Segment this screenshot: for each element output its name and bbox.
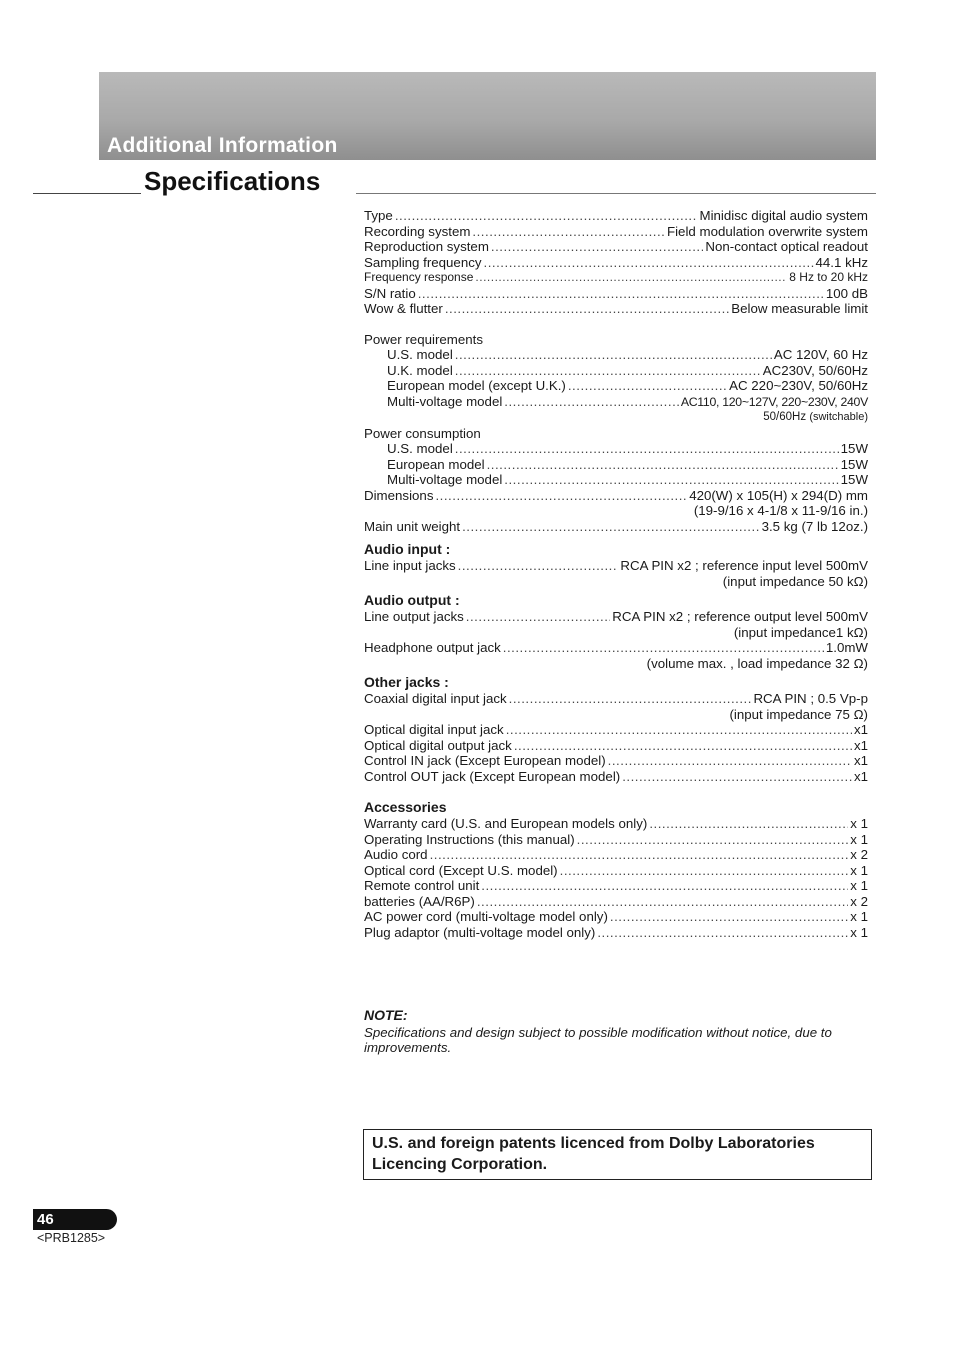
spec-label: Line output jacks (364, 609, 464, 624)
spec-value: AC110, 120~127V, 220~230V, 240V (680, 394, 868, 409)
dot-leader (455, 347, 772, 363)
spec-value: 3.5 kg (7 lb 12oz.) (761, 518, 868, 534)
spec-label: Line input jacks (364, 558, 456, 573)
dot-leader (395, 208, 698, 224)
dot-leader (514, 738, 852, 754)
audio-output-section (364, 592, 868, 671)
dot-leader (504, 394, 679, 410)
spec-label: U.K. model (387, 362, 453, 378)
spec-label: Dimensions (364, 487, 434, 503)
dimensions-inches: (19-9/16 x 4-1/8 x 11-9/16 in.) (693, 503, 868, 518)
power-specs (364, 332, 868, 535)
dot-leader (484, 255, 814, 271)
spec-value: 8 Hz to 20 kHz (789, 270, 868, 284)
audio-input-heading: Audio input : (364, 541, 451, 557)
jack-row (364, 722, 868, 738)
spec-value: x 1 (850, 831, 868, 847)
note-text: Specifications and design subject to possible modification without notice, due to improvements. (364, 1025, 832, 1055)
dot-leader (466, 609, 610, 625)
dot-leader (568, 378, 727, 394)
spec-row-frequency-response (364, 270, 868, 286)
spec-value: RCA PIN x2 ; reference input level 500mV (620, 558, 868, 573)
dot-leader (577, 832, 849, 848)
spec-value: RCA PIN ; 0.5 Vp-p (753, 691, 868, 706)
power-consumption-title: Power consumption (364, 425, 481, 441)
spec-row-reproduction-system (364, 239, 868, 255)
spec-value: x1 (853, 768, 868, 784)
spec-label: Optical digital input jack (364, 722, 504, 737)
dot-leader (487, 457, 839, 473)
dot-leader (491, 239, 703, 255)
spec-value: x 2 (850, 893, 868, 909)
spec-label: European model (387, 456, 485, 472)
spec-value: 100 dB (825, 285, 868, 301)
multi-voltage-continuation (364, 410, 868, 426)
spec-value: x1 (853, 722, 868, 737)
spacer (364, 317, 868, 332)
accessory-row (364, 909, 868, 925)
spec-label: Plug adaptor (multi-voltage model only) (364, 924, 596, 940)
page-number: 46 (37, 1211, 54, 1228)
dot-leader (445, 301, 729, 317)
spec-label: batteries (AA/R6P) (364, 893, 475, 909)
spec-label: Wow & flutter (364, 301, 443, 316)
line-input-impedance: (input impedance 50 kΩ) (722, 573, 868, 589)
spec-label: Coaxial digital input jack (364, 691, 507, 706)
spec-value: Below measurable limit (731, 301, 868, 316)
jack-row (364, 738, 868, 754)
spec-value: Field modulation overwrite system (666, 223, 868, 239)
power-consumption-row (364, 472, 868, 488)
spec-label: Recording system (364, 223, 471, 239)
spec-value: 44.1 kHz (815, 254, 868, 270)
spec-label: U.S. model (387, 441, 453, 456)
dot-leader (455, 363, 761, 379)
title-rule-left (33, 193, 141, 194)
spacer (364, 784, 868, 799)
spec-label: U.S. model (387, 347, 453, 362)
dot-leader (509, 691, 752, 707)
spec-label: Control IN jack (Except European model) (364, 753, 606, 768)
spec-value: 15W (840, 456, 868, 472)
spec-value: x 1 (850, 816, 868, 831)
spec-label: Multi-voltage model (387, 393, 503, 409)
spec-row-headphone-output (364, 640, 868, 656)
spec-label: Operating Instructions (this manual) (364, 831, 575, 847)
dot-leader (504, 472, 838, 488)
document-code: <PRB1285> (37, 1231, 106, 1245)
power-req-row (364, 378, 868, 394)
spec-label: AC power cord (multi-voltage model only) (364, 909, 608, 924)
spec-label: Type (364, 208, 393, 223)
accessory-row (364, 878, 868, 894)
dot-leader (477, 894, 848, 910)
spec-label: Sampling frequency (364, 254, 482, 270)
specifications-list (364, 208, 868, 940)
note-block (364, 1008, 880, 1055)
spec-value: 15W (840, 441, 868, 456)
power-consumption-row (364, 441, 868, 457)
jack-row (364, 753, 868, 769)
spec-label: Remote control unit (364, 878, 480, 893)
spec-value: 420(W) x 105(H) x 294(D) mm (689, 487, 868, 503)
dot-leader (608, 753, 852, 769)
other-jacks-heading: Other jacks : (364, 674, 449, 690)
accessory-row (364, 894, 868, 910)
dot-leader (462, 519, 759, 535)
spec-value: x 1 (850, 878, 868, 893)
dot-leader (649, 816, 848, 832)
spec-row-sn-ratio (364, 286, 868, 302)
section-banner-title: Additional Information (107, 134, 338, 157)
dot-leader (506, 722, 852, 738)
dot-leader (435, 488, 687, 504)
accessories-heading: Accessories (364, 799, 447, 815)
dot-leader (418, 286, 824, 302)
dot-leader (503, 640, 824, 656)
spec-value: AC230V, 50/60Hz (762, 362, 868, 378)
dot-leader (597, 925, 848, 941)
title-rule-right (356, 193, 876, 194)
audio-input-section (364, 541, 868, 589)
spec-label: Main unit weight (364, 518, 461, 534)
power-req-row (364, 394, 868, 411)
spec-value: x 1 (850, 909, 868, 924)
spec-value: RCA PIN x2 ; reference output level 500mV (612, 609, 868, 624)
spec-label: European model (except U.K.) (387, 378, 566, 393)
dot-leader (458, 558, 619, 574)
dot-leader (481, 878, 848, 894)
section-banner (99, 72, 876, 160)
dot-leader (475, 270, 787, 286)
accessory-row (364, 863, 868, 879)
jack-row (364, 769, 868, 785)
spec-value: 15W (840, 472, 868, 487)
spec-label: Headphone output jack (364, 640, 501, 655)
spec-value: Non-contact optical readout (705, 239, 868, 254)
accessories-section (364, 799, 868, 940)
dolby-patent-notice: U.S. and foreign patents licenced from Dolby Laboratories Licencing Corporation. (363, 1129, 872, 1180)
accessory-row (364, 832, 868, 848)
spec-row-dimensions (364, 488, 868, 504)
other-jacks-section (364, 674, 868, 784)
accessory-row (364, 847, 868, 863)
spec-value: 1.0mW (825, 640, 868, 655)
spec-value: x1 (853, 737, 868, 753)
spec-value: x1 (853, 753, 868, 768)
power-req-row (364, 363, 868, 379)
page-title: Specifications (144, 166, 321, 196)
dot-leader (610, 909, 848, 925)
spec-label: Optical digital output jack (364, 737, 512, 753)
dot-leader (560, 863, 849, 879)
spec-row-wow-flutter (364, 301, 868, 317)
multi-voltage-note: (switchable) (809, 411, 868, 423)
spec-row-weight (364, 519, 868, 535)
audio-output-heading: Audio output : (364, 592, 460, 608)
spec-row-coaxial-input (364, 691, 868, 707)
spec-row-sampling-frequency (364, 255, 868, 271)
spec-label: Optical cord (Except U.S. model) (364, 862, 558, 878)
spec-label: Multi-voltage model (387, 472, 503, 487)
power-req-row (364, 347, 868, 363)
spec-value: x 1 (850, 924, 868, 940)
headphone-output-impedance: (volume max. , load impedance 32 Ω) (646, 655, 868, 671)
spec-label: Frequency response (364, 270, 474, 284)
dot-leader (472, 224, 665, 240)
accessory-row (364, 925, 868, 941)
power-requirements-title: Power requirements (364, 331, 483, 347)
spacer (364, 534, 868, 541)
spec-value: AC 120V, 60 Hz (773, 347, 868, 362)
coaxial-input-impedance: (input impedance 75 Ω) (729, 706, 868, 722)
accessory-row (364, 816, 868, 832)
dot-leader (622, 769, 852, 785)
spec-label: Audio cord (364, 847, 428, 862)
dot-leader (430, 847, 849, 863)
dot-leader (455, 441, 839, 457)
spec-value: x 1 (850, 862, 868, 878)
spec-value: AC 220~230V, 50/60Hz (729, 378, 868, 393)
spec-label: Reproduction system (364, 239, 489, 254)
multi-voltage-frequency: 50/60Hz (763, 411, 807, 423)
general-specs (364, 208, 868, 317)
spec-label: Control OUT jack (Except European model) (364, 768, 621, 784)
spec-label: S/N ratio (364, 285, 416, 301)
spec-row-recording-system (364, 224, 868, 240)
line-output-impedance: (input impedance1 kΩ) (733, 624, 868, 640)
spec-label: Warranty card (U.S. and European models only) (364, 816, 648, 831)
spec-value: Minidisc digital audio system (699, 208, 868, 223)
note-title: NOTE: (364, 1007, 408, 1023)
spec-row-line-output (364, 609, 868, 625)
power-consumption-row (364, 457, 868, 473)
spec-row-type (364, 208, 868, 224)
spec-value: x 2 (850, 847, 868, 862)
spec-row-line-input (364, 558, 868, 574)
page-number-tab (33, 1209, 117, 1230)
